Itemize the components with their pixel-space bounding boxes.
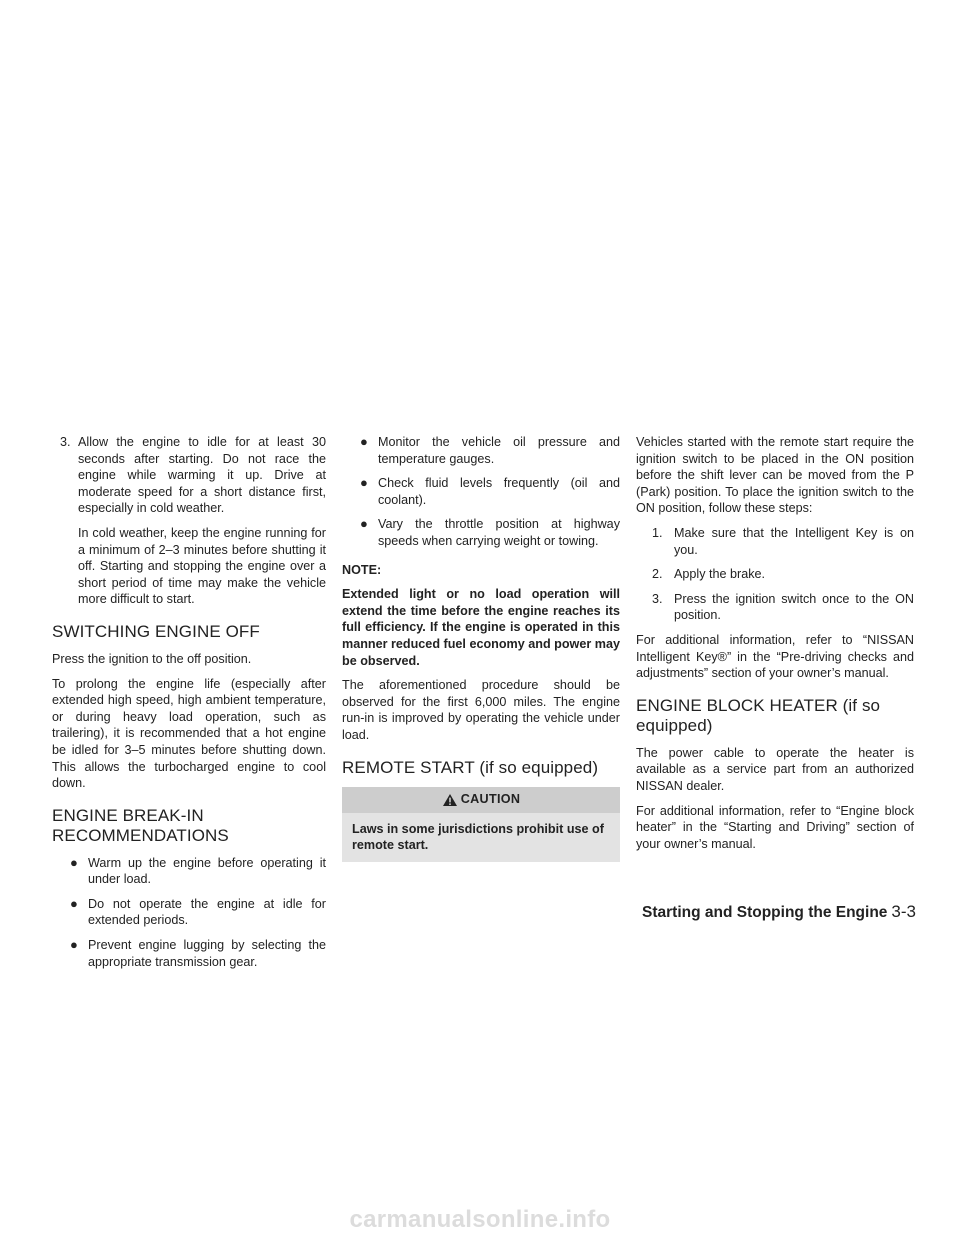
bullet-item [342,434,620,467]
step-item [652,525,914,558]
bullet-text: Warm up the engine before operating it under load. [88,855,326,887]
heading-line: RECOMMENDATIONS [52,825,229,845]
column-2 [342,434,620,862]
page-footer [642,902,916,922]
step-item [652,591,914,624]
step-text: Press the ignition switch once to the ON position. [674,591,914,623]
paragraph: For additional information, refer to “Engine block heater” in the “Starting and Driving” section of your owner’s manual. [636,803,914,851]
column-1 [52,434,326,978]
step-text: Make sure that the Intelligent Key is on you. [674,525,914,557]
section-heading-switching-engine-off: SWITCHING ENGINE OFF [52,621,260,641]
bullet-item [52,937,326,970]
bullet-icon: ● [360,475,368,491]
bullet-text: Monitor the vehicle oil pressure and temperature gauges. [378,435,620,466]
bullet-icon: ● [360,434,368,449]
bullet-icon: ● [70,937,78,953]
bullet-item [52,896,326,929]
step-number: 1. [652,525,663,540]
section-heading-engine-break-in [52,806,326,846]
bullet-text: Vary the throttle position at highway speeds when carrying weight or towing. [378,517,620,548]
column-3 [636,434,914,860]
paragraph: The power cable to operate the heater is available as a service part from an authorized NISSAN dealer. [636,745,914,793]
paragraph: Press the ignition to the off position. [52,651,252,666]
section-title: Starting and Stopping the Engine [642,904,888,921]
bullet-text: Prevent engine lugging by selecting the appropriate transmission gear. [88,938,326,969]
caution-text: Laws in some jurisdictions prohibit use of remote start. [352,821,604,853]
heading-line: equipped) [636,715,713,735]
page-number: 3-3 [891,902,916,921]
note-text: Extended light or no load operation will extend the time before the engine reaches its full efficiency. If the engine is operated in this manner reduced fuel economy and power may be observed. [342,587,620,668]
paragraph: To prolong the engine life (especially after extended high speed, high ambient temperature, or during heavy load operation, such as trailering), it is recommended that a hot engine be idled for 3–5 minutes before shutting down. This allows the turbocharged engine to cool down. [52,676,326,791]
paragraph: Vehicles started with the remote start require the ignition switch to be placed in the ON position before the shift lever can be moved from the P (Park) position. To place the ignition switch to the ON position, follow these steps: [636,435,914,516]
warning-icon [442,793,458,807]
bullet-icon: ● [70,895,78,911]
bullet-item [342,516,620,549]
heading-line: ENGINE BLOCK HEATER (if so [636,695,881,715]
bullet-text: Check fluid levels frequently (oil and coolant). [378,476,620,507]
list-item-number: 3. [60,435,71,449]
paragraph: The aforementioned procedure should be observed for the first 6,000 miles. The engine run-in is improved by operating the vehicle under load. [342,678,620,742]
bullet-icon: ● [70,854,78,870]
steps-list [636,525,914,624]
paragraph: In cold weather, keep the engine running for a minimum of 2–3 minutes before shutting it off. Starting and stopping the engine over a short period of time may make the vehicle more difficult to start. [78,525,326,607]
note-label: NOTE: [342,562,382,577]
bullet-text: Do not operate the engine at idle for extended periods. [88,896,326,928]
caution-header [342,787,620,813]
bullet-item [52,855,326,888]
bullet-item [342,475,620,508]
section-heading-remote-start: REMOTE START (if so equipped) [342,757,599,777]
step-number: 3. [652,591,663,606]
step-item [652,566,914,583]
step-number: 2. [652,567,663,582]
list-item [52,434,326,517]
caution-label: CAUTION [460,792,521,807]
caution-box [342,787,620,862]
list-item-text: Allow the engine to idle for at least 30 seconds after starting. Do not race the engine while warming it up. Drive at moderate speed for a short distance first, especially in cold weather. [78,435,326,516]
paragraph: For additional information, refer to “NISSAN Intelligent Key®” in the “Pre-driving checks and adjustments” section of your owner’s manual. [636,632,914,681]
watermark: carmanualsonline.info [349,1206,611,1233]
step-text: Apply the brake. [674,567,766,582]
section-heading-engine-block-heater [636,696,914,736]
heading-line: ENGINE BREAK-IN [52,805,204,825]
bullet-icon: ● [360,516,368,532]
